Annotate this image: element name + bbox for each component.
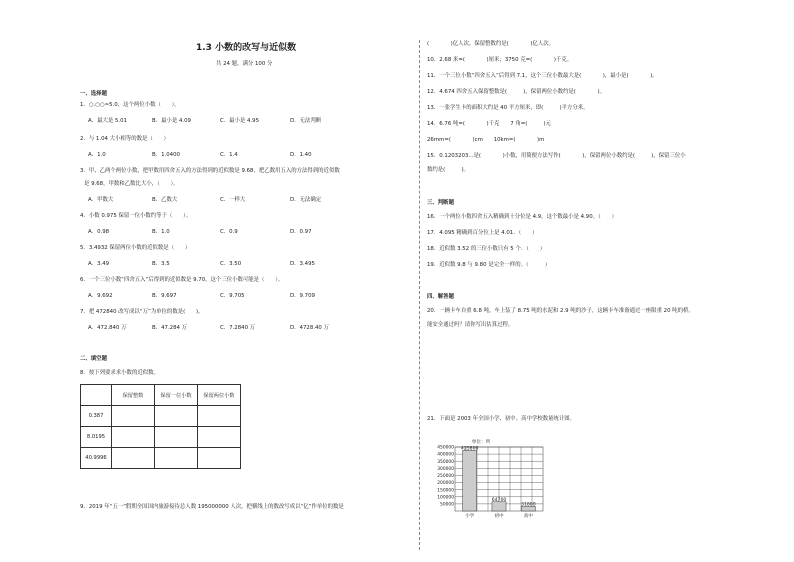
chart-bar: [463, 450, 477, 511]
q4-option-a: A．0.98: [88, 229, 110, 235]
question-9-cont: ( )亿人次，保留整数约是( )亿人次。: [427, 41, 555, 47]
question-10: 10．2.68 米=( )厘米；3750 克=( )千克。: [427, 57, 573, 63]
chart-category-label: 初中: [494, 514, 504, 519]
q1-option-a: A．最大是 5.01: [88, 118, 127, 124]
question-6: 6．一个三位小数“四舍五入”后得到的近似数是 9.70，这个三位小数可能是（ ）。: [80, 277, 284, 283]
chart-value-label: 64700: [491, 497, 507, 503]
chart-category-label: 小学: [465, 514, 475, 519]
table-cell: 0.387: [81, 406, 112, 427]
table-header-cell: [81, 385, 112, 406]
question-19: 19．近似数 9.8 与 9.80 是完全一样的。（ ）: [427, 262, 551, 268]
question-11: 11．一个三位小数“四舍五入”后得到 7.1，这个三位小数最大是( )，最小是( )。: [427, 73, 658, 79]
section-solve-heading: 四、解答题: [427, 294, 454, 300]
table-header-cell: 保留两位小数: [198, 385, 241, 406]
q2-option-a: A．1.0: [88, 152, 106, 158]
chart-ytick-label: 200000: [437, 481, 454, 487]
q6-option-c: C．9.705: [220, 293, 245, 299]
q1-option-c: C．最小是 4.95: [220, 118, 260, 124]
section-choice-heading: 一、选择题: [80, 91, 107, 97]
table-answer-cell[interactable]: [198, 448, 241, 469]
q5-option-b: B．3.5: [152, 261, 170, 267]
q2-option-b: B．1.0400: [152, 152, 180, 158]
column-divider: [419, 40, 420, 550]
q7-option-b: B．47.284 万: [152, 325, 188, 331]
table-answer-cell[interactable]: [155, 448, 198, 469]
question-14-cont: 26mm=( )cm 10km=( )m: [427, 137, 545, 143]
q3-option-a: A．甲数大: [88, 197, 114, 203]
table-answer-cell[interactable]: [112, 427, 155, 448]
question-20: 20．一辆卡车自重 6.8 吨，车上装了 8.75 吨的水泥和 2.9 吨的沙子，这辆卡车准备通过一座限重 20 吨的桥，: [427, 308, 694, 314]
table-row: [81, 448, 241, 469]
table-answer-cell[interactable]: [112, 406, 155, 427]
question-3-cont: 是 9.68，甲数和乙数比大小，（ ）。: [84, 181, 179, 187]
question-13: 13．一张学生卡的面积大约是 40 平方厘米，即( )平方分米。: [427, 105, 589, 111]
question-15: 15．0.1203203...是( )小数，用简便方法写作( )，保留两位小数约是( )，保留三位小: [427, 153, 686, 159]
approximation-table: [80, 384, 241, 469]
q7-option-d: D．4728.40 万: [290, 325, 329, 331]
question-7: 7．把 472840 改写成以“万”为单位的数是( )。: [80, 309, 204, 315]
page-title: 1.3 小数的改写与近似数: [196, 43, 297, 53]
q2-option-d: D．1.40: [290, 152, 312, 158]
question-9: 9．2019 年“五一”假期全国国内旅游接待总人数 195000000 人次，把横线上的数改写成以“亿”作单位的数是: [80, 504, 344, 510]
q3-option-b: B．乙数大: [152, 197, 178, 203]
question-5: 5．3.4932 保留两位小数的近似数是（ ）: [80, 245, 191, 251]
question-16: 16．一个两位小数四舍五入精确到十分位是 4.9，这个数最小是 4.90。（ ）: [427, 214, 617, 220]
question-2: 2．与 1.04 大小相等的数是（ ）: [80, 136, 169, 142]
q7-option-a: A．472.840 万: [88, 325, 127, 331]
q4-option-b: B．1.0: [152, 229, 170, 235]
section-judge-heading: 三、判断题: [427, 200, 454, 206]
chart-ytick-label: 250000: [437, 474, 454, 480]
chart-ytick-label: 100000: [437, 495, 454, 501]
q3-option-d: D．无法确定: [290, 197, 322, 203]
question-1: 1．○.○○≈5.0，这个两位小数（ ）。: [80, 102, 180, 108]
q5-option-a: A．3.49: [88, 261, 110, 267]
table-cell: 40.9996: [81, 448, 112, 469]
q2-option-c: C．1.4: [220, 152, 238, 158]
chart-ytick-label: 50000: [440, 502, 454, 508]
q6-option-a: A．9.692: [88, 293, 113, 299]
question-4: 4．小数 0.975 保留一位小数约等于（ ）。: [80, 213, 192, 219]
question-3: 3．甲、乙两个两位小数，把甲数用四舍五入的方法得到的近似数是 9.68，把乙数用五入的方法得到的近似数: [80, 168, 340, 174]
q7-option-c: C．7.2840 万: [220, 325, 256, 331]
table-answer-cell[interactable]: [198, 406, 241, 427]
q3-option-c: C．一样大: [220, 197, 246, 203]
q6-option-d: D．9.709: [290, 293, 315, 299]
question-12: 12．4.674 四舍五入保留整数是( )，保留两位小数约是( )。: [427, 89, 605, 95]
q1-option-d: D．无法判断: [290, 118, 322, 124]
chart-category-label: 高中: [523, 514, 533, 519]
question-18: 18．近似数 3.52 的三位小数只有 5 个．（ ）: [427, 246, 546, 252]
chart-ytick-label: 450000: [437, 445, 454, 451]
q4-option-d: D．0.97: [290, 229, 312, 235]
q4-option-c: C．0.9: [220, 229, 238, 235]
question-21: 21．下面是 2003 年全国小学、初中、高中学校数量统计图。: [427, 416, 575, 422]
page-subtitle: 共 24 题，满分 100 分: [216, 61, 273, 67]
table-answer-cell[interactable]: [198, 427, 241, 448]
chart-ytick-label: 400000: [437, 452, 454, 458]
q5-option-d: D．3.495: [290, 261, 315, 267]
question-14: 14．6.76 吨=( )千克 7 角=( )元: [427, 121, 552, 127]
table-header-cell: 保留一位小数: [155, 385, 198, 406]
question-15-cont: 数约是( )。: [427, 167, 469, 173]
chart-bar: [492, 502, 506, 511]
table-header-row: [81, 385, 241, 406]
question-17: 17．4.095 精确到百分位上是 4.01．（ ）: [427, 230, 538, 236]
table-answer-cell[interactable]: [112, 448, 155, 469]
table-row: [81, 427, 241, 448]
school-count-bar-chart: [427, 437, 547, 521]
chart-ytick-label: 350000: [437, 459, 454, 465]
table-header-cell: 保留整数: [112, 385, 155, 406]
question-8: 8．按下列要求求小数的近似数。: [80, 370, 159, 376]
q5-option-c: C．3.50: [220, 261, 242, 267]
table-answer-cell[interactable]: [155, 427, 198, 448]
q6-option-b: B．9.697: [152, 293, 177, 299]
section-fill-heading: 二、填空题: [80, 356, 107, 362]
chart-y-ticks: [437, 445, 454, 508]
q1-option-b: B．最小是 4.09: [152, 118, 191, 124]
chart-ytick-label: 150000: [437, 488, 454, 494]
table-answer-cell[interactable]: [155, 406, 198, 427]
table-cell: 8.0195: [81, 427, 112, 448]
question-20-cont: 能安全通过吗？请你写出估算过程。: [427, 322, 514, 328]
chart-ytick-label: 300000: [437, 466, 454, 472]
chart-value-label: 31800: [521, 502, 536, 508]
table-row: [81, 406, 241, 427]
chart-value-label: 425800: [460, 446, 479, 452]
chart-unit-label: 单位：所: [471, 440, 491, 445]
